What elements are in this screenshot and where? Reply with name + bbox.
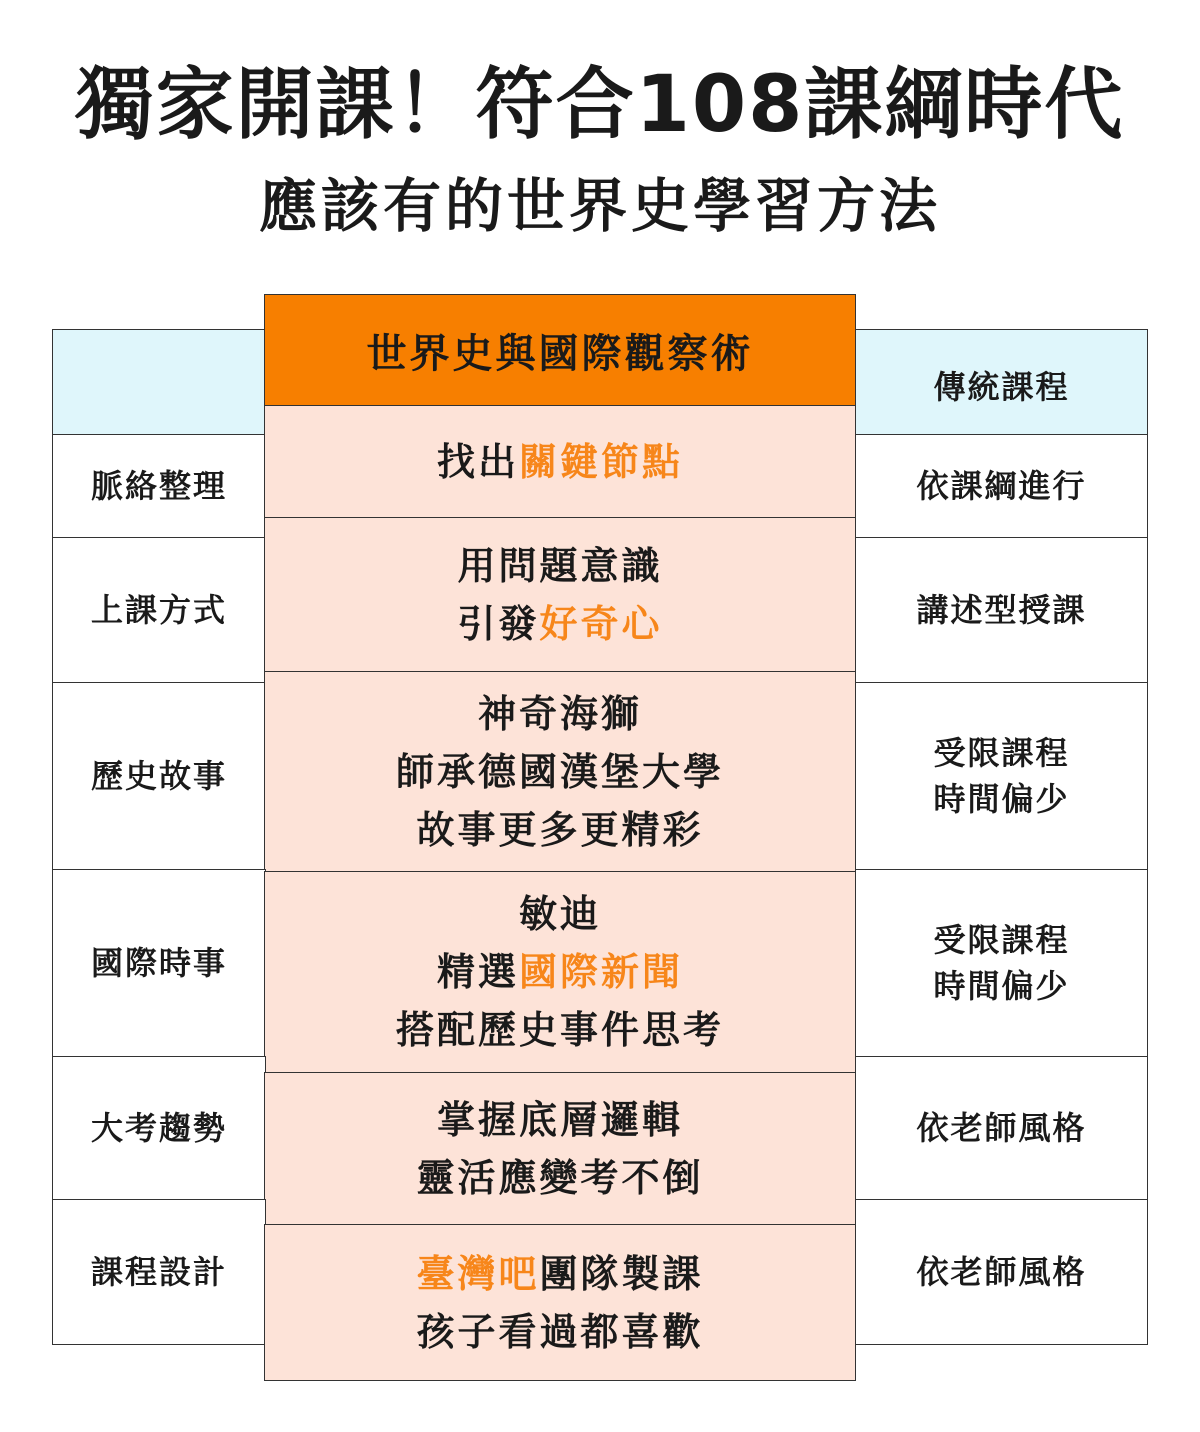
feature-text: 團隊製課	[539, 1251, 704, 1296]
feature-line	[416, 801, 703, 859]
feature-cell	[264, 405, 856, 518]
category-label: 課程設計	[90, 1253, 227, 1291]
category-cell	[52, 537, 266, 683]
category-label: 歷史故事	[90, 757, 227, 795]
feature-line	[457, 537, 662, 595]
feature-line	[437, 433, 683, 491]
feature-line	[437, 943, 683, 1001]
category-cell	[52, 869, 266, 1057]
traditional-cell	[855, 1056, 1148, 1200]
traditional-header-cell	[855, 329, 1148, 435]
feature-line	[416, 1245, 703, 1303]
traditional-label: 依老師風格	[916, 1253, 1087, 1291]
feature-line	[416, 1149, 703, 1207]
feature-text: 神奇海獅	[477, 691, 642, 736]
feature-text: 用問題意識	[457, 543, 663, 588]
feature-line	[437, 1091, 683, 1149]
traditional-header-label: 傳統課程	[933, 368, 1070, 406]
traditional-label: 依課綱進行	[916, 467, 1087, 505]
middle-header-cell	[264, 294, 856, 406]
page-title: 獨家開課！符合108課綱時代	[75, 60, 1125, 150]
traditional-label: 受限課程	[933, 734, 1070, 772]
feature-line	[416, 1303, 703, 1361]
feature-highlight: 臺灣吧	[416, 1251, 540, 1296]
feature-text: 敏迪	[518, 892, 601, 936]
feature-text: 師承德國漢堡大學	[395, 749, 724, 794]
feature-text: 引發	[457, 601, 540, 646]
feature-cell	[264, 871, 856, 1073]
traditional-label: 時間偏少	[933, 967, 1070, 1005]
category-cell	[52, 1199, 266, 1345]
category-cell	[52, 434, 266, 538]
page-subtitle: 應該有的世界史學習方法	[258, 172, 941, 240]
category-label: 脈絡整理	[90, 467, 227, 505]
feature-cell	[264, 1072, 856, 1225]
feature-highlight: 好奇心	[539, 601, 663, 646]
feature-text: 孩子看過都喜歡	[416, 1309, 704, 1354]
feature-text: 掌握底層邏輯	[436, 1097, 683, 1142]
traditional-cell	[855, 869, 1148, 1057]
feature-cell	[264, 517, 856, 672]
feature-line	[396, 1001, 724, 1059]
traditional-label: 講述型授課	[916, 591, 1087, 629]
traditional-cell	[855, 434, 1148, 538]
feature-line	[396, 743, 724, 801]
feature-line	[457, 595, 662, 653]
traditional-label: 依老師風格	[916, 1109, 1087, 1147]
middle-header-label: 世界史與國際觀察術	[366, 330, 754, 377]
feature-text: 故事更多更精彩	[416, 807, 704, 852]
category-label: 上課方式	[90, 591, 227, 629]
feature-line	[478, 685, 642, 743]
traditional-cell	[855, 682, 1148, 870]
category-cell	[52, 682, 266, 870]
feature-line	[519, 885, 601, 943]
category-label: 國際時事	[90, 944, 227, 982]
traditional-label: 時間偏少	[933, 780, 1070, 818]
feature-highlight: 國際新聞	[519, 950, 684, 994]
traditional-cell	[855, 1199, 1148, 1345]
category-label: 大考趨勢	[90, 1109, 227, 1147]
category-cell	[52, 1056, 266, 1200]
feature-cell	[264, 671, 856, 872]
feature-text: 搭配歷史事件思考	[395, 1008, 724, 1052]
traditional-label: 受限課程	[933, 921, 1070, 959]
feature-text: 精選	[436, 950, 519, 994]
feature-text: 靈活應變考不倒	[416, 1155, 704, 1200]
feature-text: 找出	[436, 439, 519, 484]
feature-cell	[264, 1224, 856, 1381]
feature-highlight: 關鍵節點	[519, 439, 684, 484]
left-header-cell	[52, 329, 266, 435]
traditional-cell	[855, 537, 1148, 683]
